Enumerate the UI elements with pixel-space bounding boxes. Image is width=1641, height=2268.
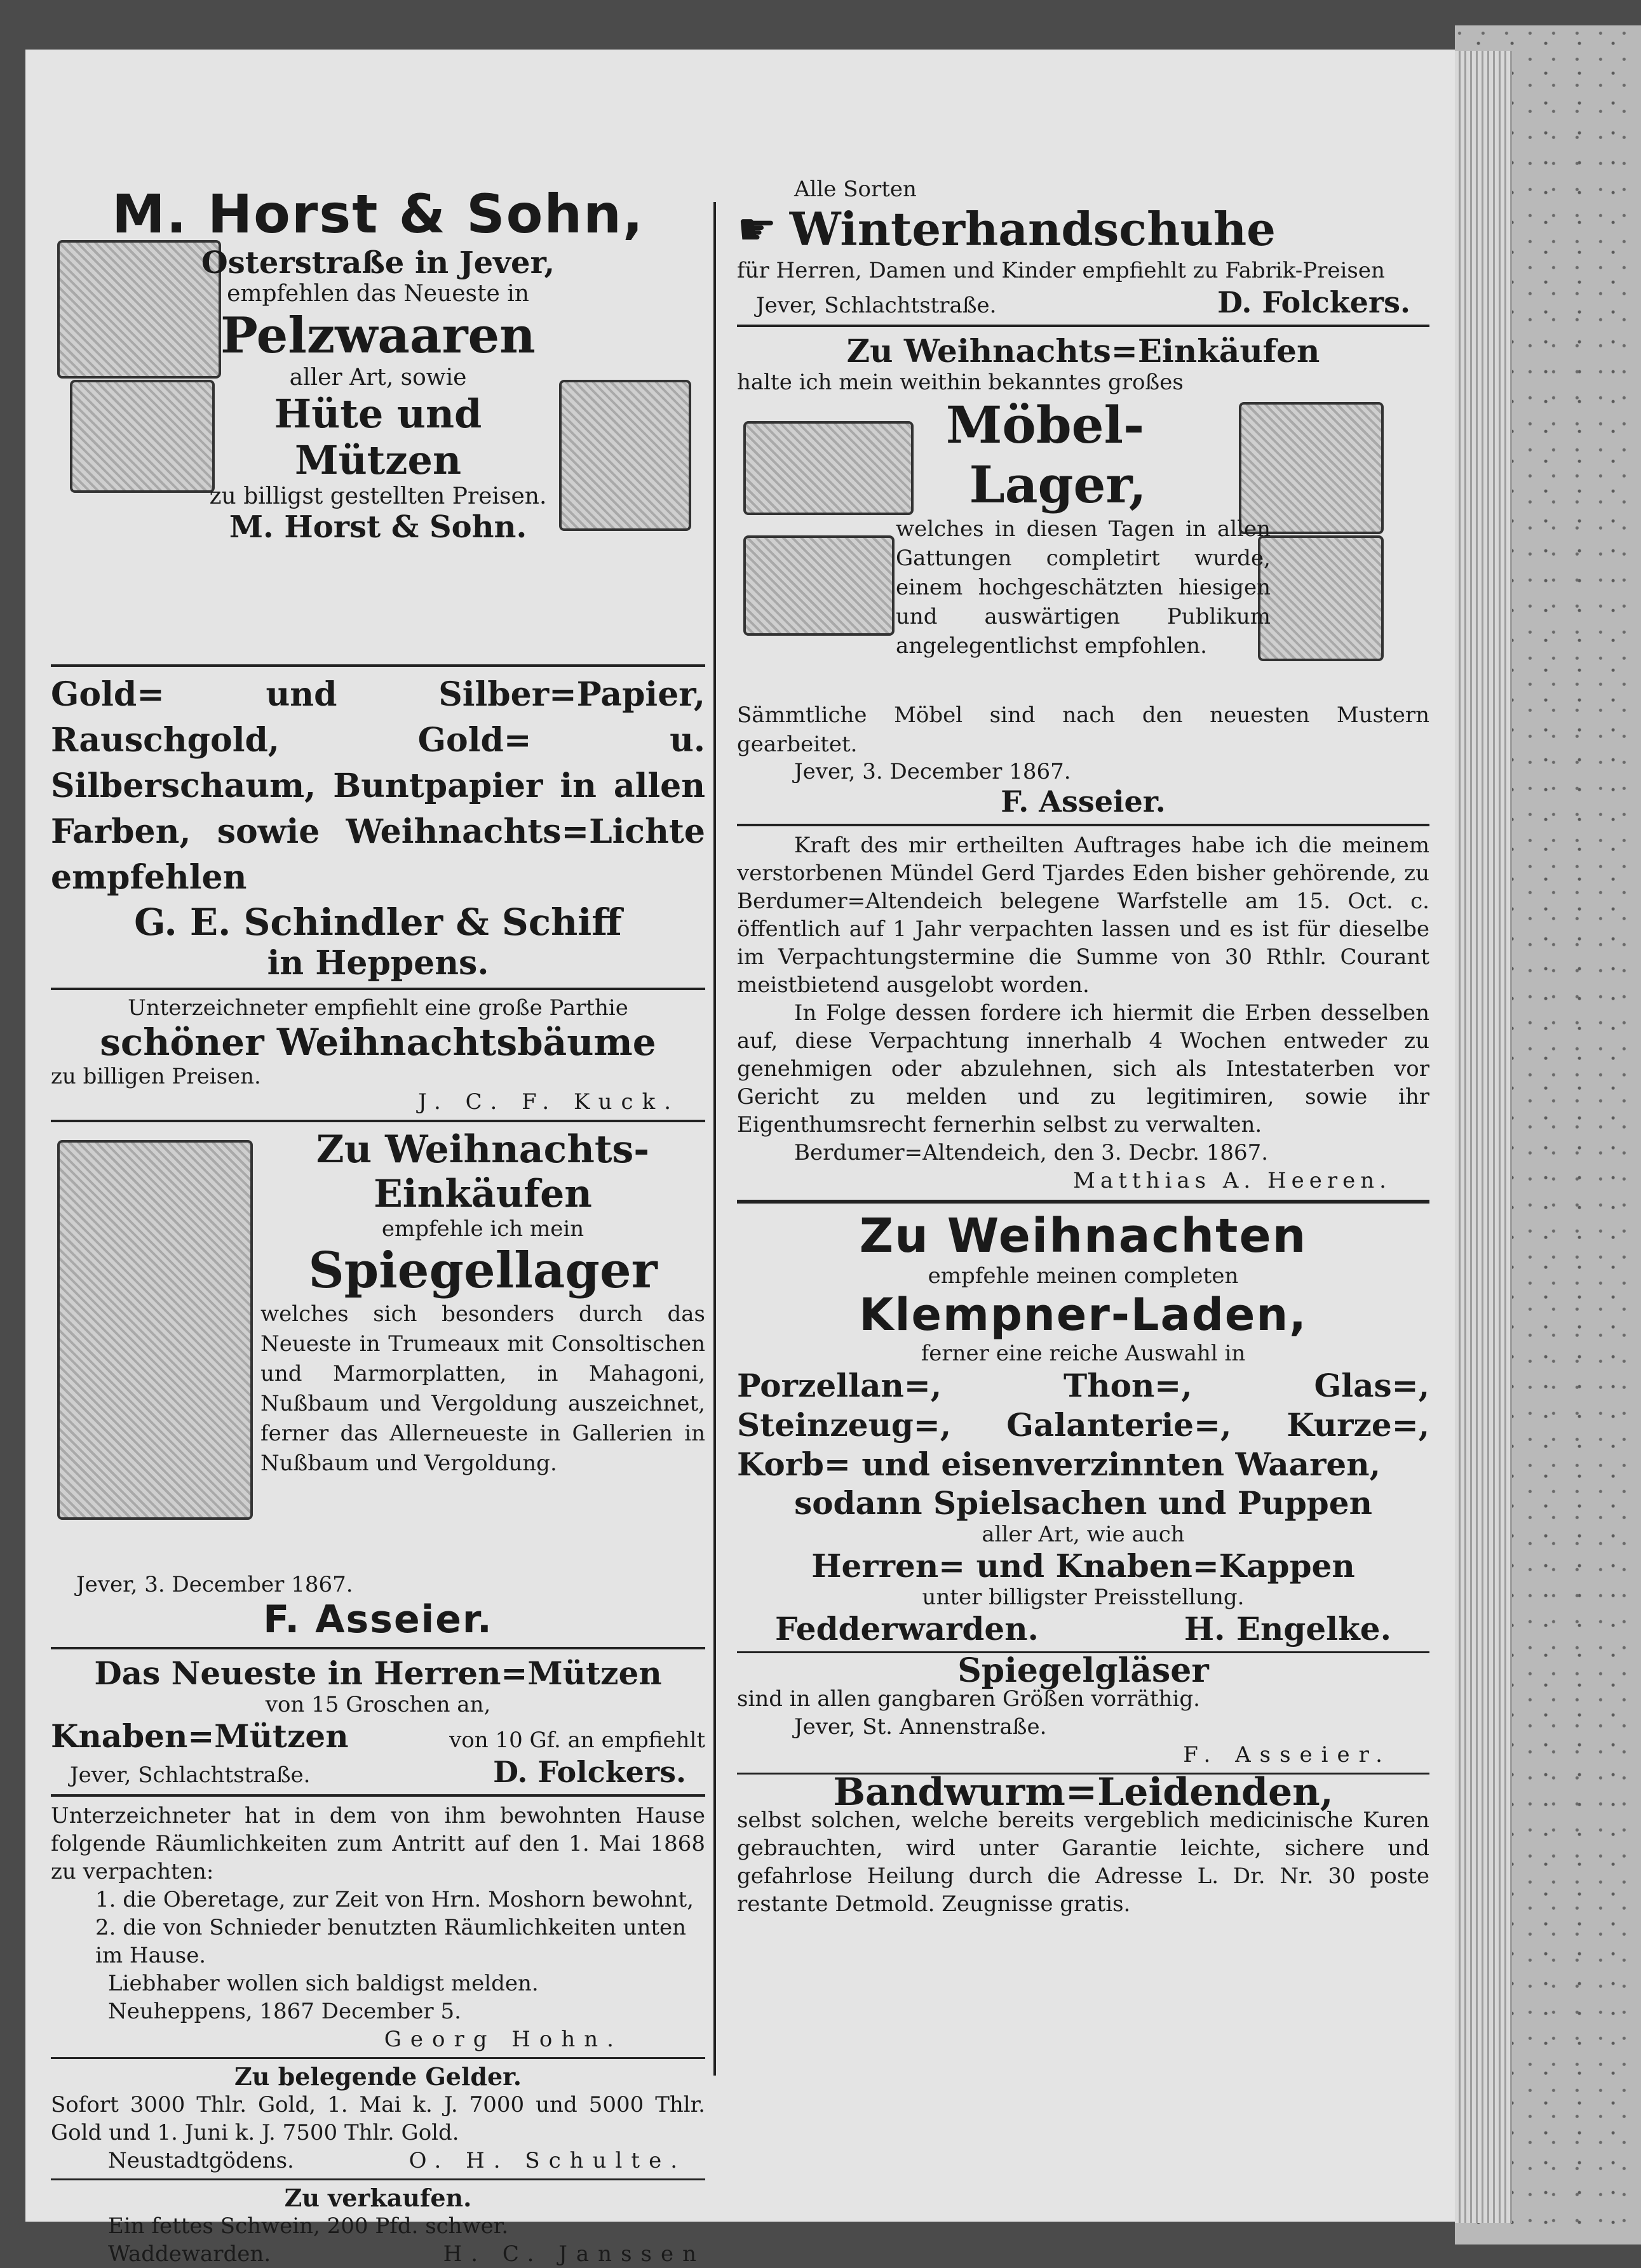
schulte-place: Neustadtgödens. [108, 2148, 294, 2173]
rule [51, 1120, 705, 1122]
ad-spiegellager [51, 1127, 705, 1572]
hohn-line: Liebhaber wollen sich baldigst melden. [108, 1971, 539, 1996]
heeren-sign: Matthias A. Heeren. [1073, 1168, 1391, 1193]
horst-line3: aller Art, sowie [289, 365, 467, 391]
folckers-big2: Knaben=Mützen [51, 1717, 349, 1755]
kuck-line2: zu billigen Preisen. [51, 1064, 261, 1089]
moebel-text: welches in diesen Tagen in allen Gattungen completirt wurde, einem hochgeschätzten hiesigen und auswärtigen Publikum angelegentlichst empfohlen. [896, 516, 1271, 659]
moebel-sign: F. Asseier. [1001, 784, 1166, 819]
schindler-sign2: in Heppens. [267, 944, 489, 983]
left-column [51, 50, 705, 2268]
ad-handschuhe [737, 177, 1429, 319]
engelke-text2: sodann Spielsachen und Puppen [794, 1484, 1372, 1522]
rule [51, 1647, 705, 1649]
ad-horst [51, 50, 705, 659]
horst-line1: Osterstraße in Jever, [201, 245, 555, 281]
newspaper-page [25, 50, 1455, 2267]
folckers-place: Jever, Schlachtstraße. [70, 1762, 311, 1788]
janssen-place: Waddewarden. [108, 2241, 271, 2267]
kuck-big: schöner Weihnachtsbäume [100, 1021, 656, 1064]
spiegel-h2: Einkäufen [374, 1172, 592, 1216]
ad-schindler [51, 672, 705, 983]
heeren-text2: In Folge dessen fordere ich hiermit die Erben desselben auf, diese Verpachtung innerhalb 4 Wochen entweder zu genehmigen oder abzulehnen, sich als Intestaterben vor Gericht zu melden und zu legitimiren, sowie ihr Eigenthumsrecht fernerhin selbst zu verwalten. [737, 1000, 1429, 1137]
horst-sign: M. Horst & Sohn. [229, 509, 527, 545]
ad-kuck [51, 995, 705, 1115]
spiegel-h1: Zu Weihnachts- [316, 1127, 650, 1172]
rule [51, 2178, 705, 2180]
moebel-big2: Lager, [969, 455, 1147, 514]
horst-title: M. Horst & Sohn, [112, 183, 644, 245]
handschuhe-place: Jever, Schlachtstraße. [756, 293, 997, 318]
janssen-sign: H. C. Janssen [443, 2241, 705, 2267]
kuck-sign: J. C. F. Kuck. [418, 1089, 680, 1115]
handschuhe-text: für Herren, Damen und Kinder empfiehlt zu Fabrik-Preisen [737, 258, 1385, 283]
rule [51, 664, 705, 667]
heeren-text1: Kraft des mir ertheilten Auftrages habe ich die meinem verstorbenen Mündel Gerd Tjardes Eden bisher gehörende, zu Berdumer=Altendeich belegene Warfstelle am 15. Oct. c. öffentlich auf 1 Jahr verpachten lassen und es ist für dieselbe im Verpachtungstermine die Summe von 30 Rthlr. Courant meistbietend ausgelobt worden. [737, 833, 1429, 998]
spiegel-sign: F. Asseier. [263, 1597, 493, 1642]
horst-line2: empfehlen das Neueste in [227, 281, 529, 307]
rule [737, 1200, 1429, 1204]
hohn-item2: 2. die von Schnieder benutzten Räumlichkeiten unten im Hause. [95, 1915, 687, 1968]
handschuhe-big: Winterhandschuhe [789, 202, 1276, 256]
ad-janssen [51, 2184, 705, 2268]
engelke-line4: unter billigster Preisstellung. [922, 1585, 1245, 1610]
engelke-line3: aller Art, wie auch [982, 1522, 1185, 1547]
spiegelglaeser-place: Jever, St. Annenstraße. [794, 1714, 1047, 1740]
ad-engelke [737, 1209, 1429, 1647]
mirror-illustration [57, 1140, 253, 1520]
schulte-head: Zu belegende Gelder. [234, 2062, 522, 2091]
engelke-big: Zu Weihnachten [859, 1209, 1307, 1263]
rule [51, 1794, 705, 1797]
spiegelglaeser-head: Spiegelgläser [957, 1651, 1209, 1690]
schulte-sign: O. H. Schulte. [409, 2148, 686, 2173]
rule [737, 824, 1429, 826]
rule [51, 988, 705, 990]
spiegel-line1: empfehle ich mein [381, 1216, 584, 1242]
moebel-date: Jever, 3. December 1867. [794, 759, 1071, 784]
kuck-line1: Unterzeichneter empfiehlt eine große Parthie [128, 995, 628, 1021]
bandwurm-head: Bandwurm=Leidenden, [833, 1770, 1334, 1815]
ad-hohn [51, 1802, 705, 2053]
ad-heeren [737, 831, 1429, 1195]
handschuhe-small: Alle Sorten [794, 177, 917, 202]
horst-line4: zu billigst gestellten Preisen. [209, 483, 547, 509]
janssen-text: Ein fettes Schwein, 200 Pfd. schwer. [108, 2213, 509, 2239]
ad-moebel [737, 332, 1429, 701]
horst-pelzwaaren: Pelzwaaren [220, 307, 536, 365]
hohn-sign: Georg Hohn. [384, 2027, 623, 2052]
rule [51, 2057, 705, 2059]
ad-bandwurm [737, 1770, 1429, 1918]
bandwurm-text: selbst solchen, welche bereits vergeblich medicinische Kuren gebrauchten, wird unter Garantie leichte, sichere und gefahrlose Heilung durch die Adresse L. Dr. Nr. 30 poste restante Detmold. Zeugnisse gratis. [737, 1808, 1429, 1917]
schulte-text: Sofort 3000 Thlr. Gold, 1. Mai k. J. 7000 und 5000 Thlr. Gold und 1. Juni k. J. 7500 Thlr. Gold. [51, 2092, 705, 2145]
engelke-big2: Klempner-Laden, [859, 1289, 1307, 1341]
heeren-date: Berdumer=Altendeich, den 3. Decbr. 1867. [794, 1140, 1269, 1165]
folckers-big: Das Neueste in Herren=Mützen [94, 1654, 662, 1692]
engelke-line2: ferner eine reiche Auswahl in [921, 1341, 1246, 1366]
janssen-head: Zu verkaufen. [284, 2184, 472, 2212]
right-column [737, 177, 1429, 1918]
moebel-big1: Möbel- [945, 395, 1145, 455]
schindler-text: Gold= und Silber=Papier, Rauschgold, Gold= u. Silberschaum, Buntpapier in allen Farben, sowie Weihnachts=Lichte empfehlen [51, 675, 705, 897]
moebel-line1: halte ich mein weithin bekanntes großes [737, 370, 1184, 395]
page-edge-lines [1455, 51, 1512, 2223]
engelke-text3: Herren= und Knaben=Kappen [811, 1547, 1355, 1585]
engelke-place: Fedderwarden. [775, 1610, 1039, 1647]
hohn-intro: Unterzeichneter hat in dem von ihm bewohnten Hause folgende Räumlichkeiten zum Antritt auf den 1. Mai 1868 zu verpachten: [51, 1803, 705, 1884]
spiegel-date: Jever, 3. December 1867. [76, 1572, 353, 1597]
handschuhe-sign: D. Folckers. [1217, 285, 1410, 319]
pointing-hand-icon: ☛ [737, 203, 777, 255]
ad-folckers-muetzen [51, 1654, 705, 1789]
engelke-sign: H. Engelke. [1184, 1610, 1391, 1647]
hohn-date: Neuheppens, 1867 December 5. [108, 1999, 461, 2024]
folckers-line2: von 10 Gf. an empfiehlt [449, 1728, 705, 1753]
column-divider [713, 202, 716, 2076]
folckers-sign: D. Folckers. [493, 1755, 686, 1789]
engelke-text: Porzellan=, Thon=, Glas=, Steinzeug=, Galanterie=, Kurze=, Korb= und eisenverzinnten Waaren, [737, 1367, 1429, 1483]
folckers-line1: von 15 Groschen an, [265, 1692, 491, 1717]
ad-schulte [51, 2063, 705, 2175]
spiegelglaeser-sign: F. Asseier. [1183, 1742, 1391, 1768]
schindler-sign1: G. E. Schindler & Schiff [134, 901, 622, 944]
moebel-h1: Zu Weihnachts=Einkäufen [846, 332, 1320, 370]
engelke-line1: empfehle meinen completen [928, 1263, 1239, 1289]
spiegel-big: Spiegellager [308, 1242, 658, 1299]
horst-huete: Hüte und [274, 391, 482, 437]
rule [737, 325, 1429, 327]
spiegel-text: welches sich besonders durch das Neueste in Trumeaux mit Consoltischen und Marmorplatten, in Mahagoni, Nußbaum und Vergoldung auszeichnet, ferner das Allerneueste in Gallerien in Nußbaum und Vergoldung. [260, 1301, 705, 1476]
horst-muetzen: Mützen [294, 437, 462, 483]
moebel-text2: Sämmtliche Möbel sind nach den neuesten Mustern gearbeitet. [737, 702, 1429, 757]
spiegelglaeser-text: sind in allen gangbaren Größen vorräthig. [737, 1686, 1200, 1712]
ad-spiegelglaeser [737, 1651, 1429, 1769]
hohn-item1: 1. die Oberetage, zur Zeit von Hrn. Moshorn bewohnt, [95, 1887, 694, 1912]
